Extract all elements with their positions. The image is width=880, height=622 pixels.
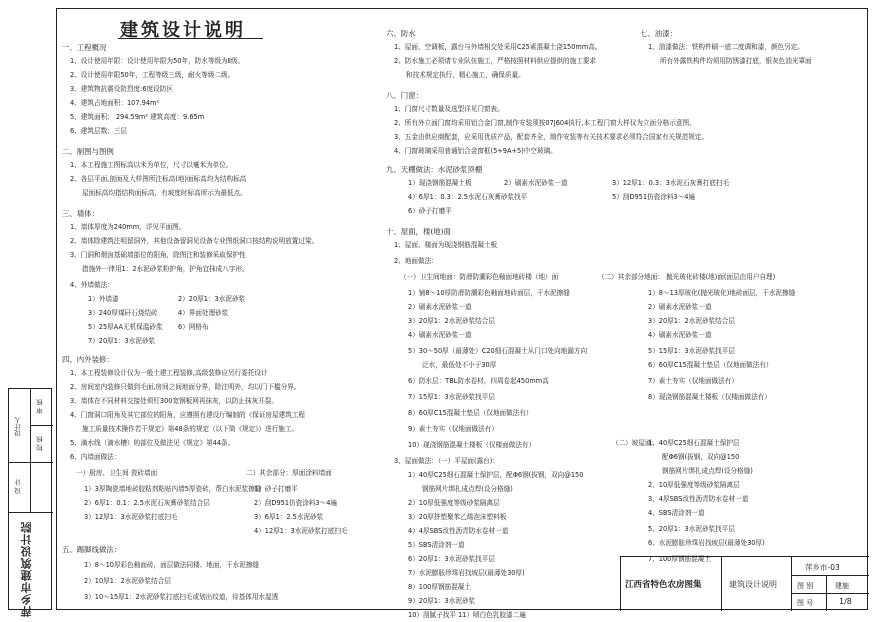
label-check: 审 核	[36, 399, 44, 415]
spec-line: 8）60厚C15混凝土垫层（仅地面做法有）	[408, 409, 533, 417]
spec-line: 2）20厚1：3水泥砂浆	[178, 295, 246, 303]
spec-line: 3、墙体在不同材料交接处须钉300宽钢板网再抹灰，以防止抹灰开裂。	[70, 397, 278, 405]
figure-type: 建施	[835, 582, 849, 590]
spec-line: 5、建筑面积： 294.59m² 建筑高度：9.65m	[70, 113, 205, 121]
label-date: 校 核	[36, 436, 44, 452]
spec-line: 6）20厚1：3水泥砂浆找平层	[408, 555, 495, 563]
section-heading: 八、门窗：	[386, 91, 423, 100]
spec-line: 2、10厚低强度等级砂浆隔离层	[648, 481, 740, 489]
spec-line: 3）12厚1：3水泥砂浆打底扫毛	[84, 513, 178, 521]
spec-line: 3、4厚SBS改性沥青防水卷材一道	[648, 495, 749, 503]
sheet-code: 萍乡市-03	[805, 563, 840, 572]
spec-line: 1、屋面、楼面为现浇钢筋混凝土板	[394, 241, 498, 249]
spec-line: 2）6厚1：0.1：2.5水泥石灰膏砂浆结合层	[84, 499, 210, 507]
spec-line: 1）3厚陶瓷墙地砖胶粘剂粘贴内墙5厚瓷砖，帮白水泥浆擦缝	[84, 485, 262, 493]
spec-line: 4）6厚1：0.3：2.5水泥石灰膏砂浆找平	[408, 193, 528, 201]
spec-line: 1、门窗尺寸数量及选型详见门窗表。	[394, 105, 504, 113]
spec-line: 3）20厚1：2水泥砂浆结合层	[408, 317, 495, 325]
spec-line: 钢筋网片绑扎成点焊(设分格缝)	[662, 467, 753, 475]
spec-line: 1、油漆做法：铁构件刷一底二度调和漆，颜色另定。	[648, 43, 804, 51]
spec-line: 1）铺8～10厚防滑防潮彩色釉面地砖面层，干水泥擦缝	[408, 289, 570, 297]
spec-line: 2、各层平面,剖面及大样图所注标高(地)面标高均为结构标高	[70, 175, 247, 183]
spec-line: 2）刷素水泥砂浆一道	[504, 179, 568, 187]
section-heading: 二、制图与图例	[62, 147, 114, 156]
spec-line: 屋面标高均指结构面标高，有坡度时标高所示为最低点。	[82, 189, 247, 197]
section-heading: 七、油漆：	[640, 29, 677, 38]
spec-line: 10）刮腻子找平 11）喷白色乳胶漆二遍	[408, 611, 526, 619]
spec-line: 2）刷素水泥砂浆一道	[648, 303, 712, 311]
spec-line: 7、100厚钢筋混凝土	[648, 555, 711, 563]
spec-line: 4）刷素水泥砂浆一道	[408, 331, 472, 339]
spec-line: （二）坡屋面：	[612, 439, 659, 447]
spec-line: 二）其余部分：厚面涂料墙面	[246, 469, 332, 477]
spec-line: 2）10厚低强度等级砂浆隔离层	[408, 499, 500, 507]
spec-line: 10）现浇钢筋混凝土楼板（仅楼面做法有）	[408, 441, 536, 449]
spec-line: 2、房间室内装修只做到毛面,房间之间地面分界，除注明外，均以门下槛分界。	[70, 383, 301, 391]
spec-line: 5）刮D951仿瓷涂料3～4遍	[612, 193, 695, 201]
spec-line: 1）现浇钢筋混凝土板	[408, 179, 472, 187]
spec-line: 7）素土夯实（仅地面做法有）	[648, 377, 738, 385]
spec-line: 4、外墙做法：	[70, 281, 114, 289]
spec-line: 1）40厚C25细石混凝土保护层，配Φ6钢(拔钢，双向@150	[408, 471, 584, 479]
spec-line: 5、20厚1：3水泥砂浆找平层	[648, 525, 735, 533]
spec-line: 3）20厚1：2水泥砂浆结合层	[648, 317, 735, 325]
spec-line: 3、门洞和烟囱基础墙部位的阳角，除图注和装修采取保护性	[70, 251, 246, 259]
spec-line: 2、地面做法：	[394, 257, 438, 265]
spec-line: （二）其余部分地面： 抛光玻化砖楼(地)面(面层由用户自理)	[598, 273, 776, 281]
spec-line: 3）20厚挤塑聚苯乙烯泡沫塑料板	[408, 513, 507, 521]
spec-line: 8）现浇钢筋混凝土楼板（仅楼面做法有）	[648, 393, 771, 401]
spec-line: 6）60厚C15混凝土垫层（仅地面做法有）	[648, 361, 773, 369]
spec-line: 4）12厚1：3水泥砂浆打底扫毛	[254, 527, 348, 535]
spec-line: 4、建筑占地面积：107.94m²	[70, 99, 160, 107]
spec-line: 2）刷素水泥砂浆一道	[408, 303, 472, 311]
spec-line: 6、内墙面做法：	[70, 453, 121, 461]
spec-line: 1、本工程施工图标高以米为单位，尺寸以毫米为单位。	[70, 161, 233, 169]
label-sheet-number: 图 号	[797, 599, 814, 607]
strip-cell	[31, 389, 53, 426]
spec-line: 3、屋面做法：（一）平屋面(露台)：	[394, 457, 499, 465]
spec-line: 1）8～10厚彩色釉面砖，面层做法同楼、地面，干水泥擦缝	[84, 561, 260, 569]
strip-cell	[9, 389, 31, 463]
spec-line: 9）20厚1：3水泥砂浆	[408, 597, 476, 605]
label-design: 设计人	[14, 417, 22, 437]
spec-line: 9）素土夯实（仅地面做法有）	[408, 425, 498, 433]
spec-line: 5）15厚1：3水泥砂浆找平层	[648, 347, 735, 355]
spec-line: 5、滴水线（滴水槽）的部位及做法见《规定》第44条。	[70, 439, 235, 447]
spec-line: 6）砂子打磨平	[408, 207, 452, 215]
spec-line: 1）砂子打磨平	[254, 485, 298, 493]
spec-line: 2、墙体除建筑注明留洞外，其他设备留洞见设备专业图纸洞口按结构说明放置过梁。	[70, 237, 319, 245]
spec-line: 8）100厚钢筋混凝土	[408, 583, 471, 591]
spec-line: 7）水泥膨胀珍珠岩找坡层(最薄处30厚)	[408, 569, 525, 577]
spec-line: 4、门窗洞口阳角及其它部位的阳角，应遵照有建设厅编制的《保证房屋建筑工程	[70, 411, 305, 419]
label-drawing: 设 计	[14, 479, 22, 495]
spec-line: 4、SBS清涂剂一道	[648, 509, 705, 517]
spec-line: 1、设计使用年限：设计使用年限为50年，防水等级为Ⅱ级。	[70, 57, 245, 65]
spec-line: 5）25厚AA无机保温砂浆	[88, 323, 163, 331]
spec-line: 4、门窗玻璃采用普通铝合金窗框(5+9A+5)中空玻璃。	[394, 147, 557, 155]
strip-cell	[9, 463, 31, 513]
title-underline	[118, 38, 263, 39]
spec-line: 1、本工程装修设计仅为一般土建工程装修,高级装修应另行委托设计	[70, 369, 268, 377]
spec-line: 6）网格布	[178, 323, 209, 331]
spec-line: 5）SBS清涂剂一道	[408, 541, 465, 549]
section-heading: 九、天棚做法：水泥砂浆顶棚	[386, 165, 483, 174]
spec-line: 4）界面处理砂浆	[178, 309, 229, 317]
spec-line: 2）刮D951仿瓷涂料3～4遍	[254, 499, 337, 507]
atlas-name: 江西省特色农房图集	[625, 580, 702, 590]
spec-line: 1）8～13厚玻化(抛光玻化)地砖面层，干水泥擦缝	[648, 289, 796, 297]
section-heading: 六、防水	[386, 29, 416, 38]
spec-line: 一）厨房、卫生间 瓷砖墙面	[76, 469, 158, 477]
spec-line: 钢筋网片绑扎成点焊(设分格缝)	[422, 485, 513, 493]
spec-line: 2）10厚1：2水泥砂浆结合层	[84, 577, 171, 585]
spec-line: 泛水，最低处不小于30厚	[422, 361, 497, 369]
spec-line: 1、墙体厚度为240mm，详见平面图。	[70, 223, 186, 231]
page-title: 建筑设计说明	[120, 20, 246, 41]
spec-line: 1）外墙漆	[88, 295, 119, 303]
spec-line: 3）12厚1：0.3：3水泥石灰膏打底扫毛	[612, 179, 730, 187]
spec-line: 6、水泥膨胀珍珠岩找坡层(最薄处30厚)	[648, 539, 765, 547]
strip-cell	[31, 463, 53, 513]
section-heading: 三、墙体：	[62, 209, 99, 218]
spec-line: 3、建筑物抗震设防烈度:6度设防区	[70, 85, 173, 93]
label-figure-type: 图 别	[797, 582, 814, 590]
spec-line: 3）10～15厚1：2水泥砂浆打底扫毛或划出纹道，待基体用水湿透	[84, 593, 279, 601]
section-heading: 十、屋面，楼(地)面	[386, 227, 451, 236]
spec-line: 和技术规定执行，精心施工，确保质量。	[406, 71, 525, 79]
spec-line: 4）4厚SBS改性沥青防水卷材一道	[408, 527, 509, 535]
spec-line: 施工质量技术操作若干规定》第48条的规定（以下简《规定》）进行施工。	[82, 425, 299, 433]
spec-line: 3、五金由供应商配套，应采用优质产品，配套齐全，制作安装等有关技术要求必须符合国家有关规范规定。	[394, 133, 709, 141]
spec-line: 1、屋面，空调板，露台与外墙相交处采用C25素混凝土浇150mm高。	[394, 43, 602, 51]
spec-line: 措施外一律用1：2水泥砂浆粉护角，护角宜抹成八字形。	[82, 265, 249, 273]
spec-line: 4）刷素水泥砂浆一道	[648, 331, 712, 339]
spec-line: 所有外露铁构件均须用防锈漆打底，银灰色油光罩面	[660, 57, 812, 65]
left-signature-strip	[8, 388, 52, 617]
spec-line: 2、防水施工必须请专业队伍施工，严格按照材料供应提供的施工要求	[394, 57, 597, 65]
section-heading: 四、内外装修：	[62, 355, 114, 364]
spec-line: （一）卫生间地面：防滑防潮彩色釉面地砖楼（地）面	[400, 273, 559, 281]
spec-line: 3）6厚1：2.5水泥砂浆	[254, 513, 324, 521]
sheet-name: 建筑设计说明	[729, 580, 777, 589]
section-heading: 五、踢脚线做法：	[62, 545, 122, 554]
spec-line: 6）防水层：TBL防水卷材，四周卷起450mm高	[408, 377, 549, 385]
spec-line: 7）20厚1：3水泥砂浆	[88, 337, 156, 345]
title-block	[620, 556, 869, 611]
spec-line: 7）15厚1：3水泥砂浆找平层	[408, 393, 495, 401]
strip-cell	[31, 426, 53, 463]
spec-line: 配Φ6钢(拔钢，双向@150	[662, 453, 740, 461]
spec-line: 6、建筑层数：三层	[70, 127, 127, 135]
institute-name: 萍乡市建筑设计院	[20, 521, 33, 617]
spec-line: 3）240厚煤矸石烧结砖	[88, 309, 158, 317]
sheet-number: 1/8	[839, 597, 852, 606]
spec-line: 1、40厚C25细石混凝土保护层	[648, 439, 740, 447]
spec-line: 5）30～50厚（最薄处）C20细石混凝土从门口处向地漏方向	[408, 347, 588, 355]
spec-line: 2、所有外立面门窗均采用铝合金门窗,制作安装须按07J604执行,本工程门窗大样仅为立面分格示意图。	[394, 119, 696, 127]
section-heading: 一、工程概况	[62, 43, 107, 52]
spec-line: 2、设计使用年限50年，工程等级三级，耐火等级二级。	[70, 71, 235, 79]
